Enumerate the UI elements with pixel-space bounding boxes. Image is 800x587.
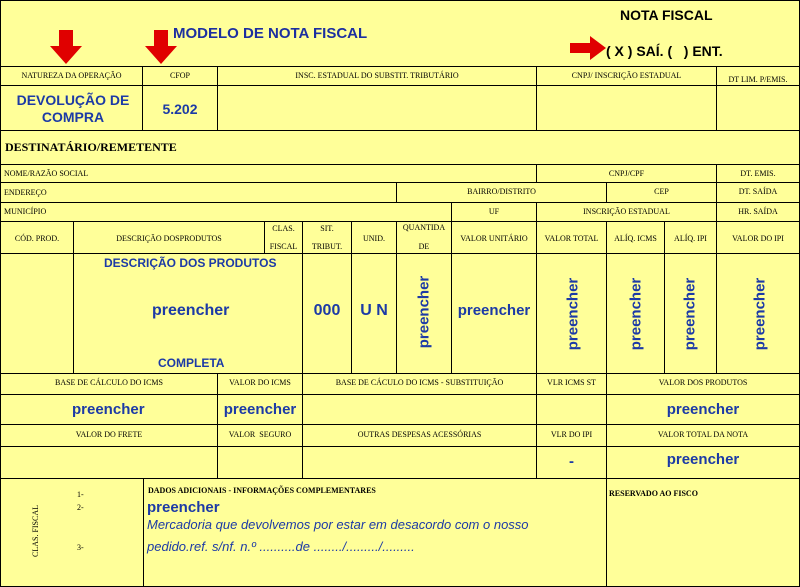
clas-fiscal-item-3: 3- <box>77 543 84 552</box>
valor-total-nota-label: VALOR TOTAL DA NOTA <box>657 430 749 439</box>
aliq-ipi-value: preencher <box>681 277 699 351</box>
cfop-value: 5.202 <box>162 101 198 117</box>
outras-value-cell <box>302 446 537 479</box>
nome-label: NOME/RAZÃO SOCIAL <box>4 169 89 178</box>
qtd-label-2: DE <box>418 242 430 251</box>
endereco-cell <box>0 182 397 203</box>
natureza-operacao-value: DEVOLUÇÃO DE COMPRA <box>16 92 130 125</box>
sit-label-1: SIT. <box>320 224 334 233</box>
desc-bottom-value: COMPLETA <box>158 356 225 370</box>
cnpj-cpf-label: CNPJ/CPF <box>608 169 645 178</box>
qtd-label-1: QUANTIDA <box>402 223 446 232</box>
vlr-icms-st-label: VLR ICMS ST <box>547 378 596 387</box>
base-icms-label: BASE DE CÁLCULO DO ICMS <box>54 378 163 387</box>
desc-top-value: DESCRIÇÃO DOS PRODUTOS <box>104 256 277 270</box>
insc-subst-value-cell <box>217 85 537 131</box>
dados-adicionais-fill: preencher <box>147 499 220 516</box>
outras-label: OUTRAS DESPESAS ACESSÓRIAS <box>357 430 482 439</box>
insc-estadual-label: INSCRIÇÃO ESTADUAL <box>583 207 670 216</box>
clas-label-1: CLAS. <box>272 224 295 233</box>
form-title: MODELO DE NOTA FISCAL <box>173 25 368 42</box>
sit-value: 000 <box>313 302 341 319</box>
valor-icms-label: VALOR DO ICMS <box>229 378 291 387</box>
dados-adicionais-label: DADOS ADICIONAIS - INFORMAÇÕES COMPLEMENTARES <box>148 486 376 495</box>
dados-adicionais-text-2: pedido.ref. s/nf. n.º ..........de ......../........./......... <box>147 539 415 554</box>
destinatario-heading: DESTINATÁRIO/REMETENTE <box>5 140 177 154</box>
frete-value-cell <box>0 446 218 479</box>
nota-fiscal-title: NOTA FISCAL <box>620 7 713 23</box>
dt-saida-label: DT. SAÍDA <box>738 187 778 196</box>
clas-fiscal-footer-cell <box>0 478 144 587</box>
aliq-icms-value: preencher <box>627 277 645 351</box>
vlr-ipi-value: - <box>569 453 574 470</box>
qtd-value: preencher <box>415 275 433 349</box>
cfop-label: CFOP <box>169 71 190 80</box>
clas-fiscal-vertical-label: CLAS. FISCAL <box>31 504 40 558</box>
vlr-icms-st-value-cell <box>536 394 607 425</box>
frete-label: VALOR DO FRETE <box>75 430 143 439</box>
dt-lim-value-cell <box>716 85 800 131</box>
dados-adicionais-text-1: Mercadoria que devolvemos por estar em desacordo com o nosso <box>147 517 529 532</box>
saida-entrada-mark: ( X ) SAÍ. ( ) ENT. <box>606 43 723 59</box>
insc-subst-label: INSC. ESTADUAL DO SUBSTIT. TRIBUTÁRIO <box>295 71 459 80</box>
arrow-right-icon <box>570 36 606 60</box>
valor-ipi-value: preencher <box>751 277 769 351</box>
base-icms-value: preencher <box>72 401 145 418</box>
dt-emis-label: DT. EMIS. <box>740 169 776 178</box>
natureza-operacao-label: NATUREZA DA OPERAÇÃO <box>21 71 122 80</box>
clas-label-2: FISCAL <box>269 242 298 251</box>
aliq-ipi-label: ALÍQ. IPI <box>674 234 707 243</box>
arrow-down-shape <box>50 30 82 64</box>
seguro-value-cell <box>217 446 303 479</box>
desc-produtos-label: DESCRIÇÃO DOSPRODUTOS <box>116 234 222 243</box>
valor-total-label: VALOR TOTAL <box>544 234 599 243</box>
dt-lim-label: DT LIM. P/EMIS. <box>728 75 788 84</box>
clas-fiscal-item-2: 2- <box>77 503 84 512</box>
municipio-label: MUNICÍPIO <box>4 207 47 216</box>
valor-produtos-label: VALOR DOS PRODUTOS <box>658 378 748 387</box>
clas-fiscal-item-1: 1- <box>77 490 84 499</box>
valor-ipi-label: VALOR DO IPI <box>732 234 784 243</box>
cnpj-insc-value-cell <box>536 85 717 131</box>
valor-produtos-value: preencher <box>666 401 740 418</box>
cod-prod-label: CÓD. PROD. <box>14 234 60 243</box>
seguro-label: VALOR SEGURO <box>228 430 292 439</box>
aliq-icms-label: ALÍQ. ICMS <box>614 234 657 243</box>
valor-unit-value: preencher <box>457 302 531 319</box>
uf-label: UF <box>488 207 500 216</box>
bairro-label: BAIRRO/DISTRITO <box>467 187 536 196</box>
cod-prod-body <box>0 253 74 374</box>
reservado-fisco-label: RESERVADO AO FISCO <box>609 489 698 498</box>
hr-saida-label: HR. SAÍDA <box>738 207 778 216</box>
base-subst-label: BASE DE CÁCULO DO ICMS - SUBSTITUIÇÃO <box>335 378 504 387</box>
arrow-down-icon <box>50 30 82 64</box>
base-subst-value-cell <box>302 394 537 425</box>
vlr-ipi-label: VLR DO IPI <box>550 430 593 439</box>
unid-label: UNID. <box>363 234 385 243</box>
valor-total-nota-value: preencher <box>666 451 740 468</box>
valor-unit-label: VALOR UNITÁRIO <box>460 234 528 243</box>
desc-mid-value: preencher <box>152 302 230 319</box>
municipio-cell <box>0 202 452 222</box>
arrow-right-shape <box>570 36 606 60</box>
valor-total-value: preencher <box>564 277 582 351</box>
cnpj-insc-label: CNPJ/ INSCRIÇÃO ESTADUAL <box>571 71 682 80</box>
sit-label-2: TRIBUT. <box>311 242 343 251</box>
endereco-label: ENDEREÇO <box>4 188 47 197</box>
cep-label: CEP <box>654 187 669 196</box>
valor-icms-value: preencher <box>223 401 297 418</box>
unid-value: U N <box>360 302 388 319</box>
